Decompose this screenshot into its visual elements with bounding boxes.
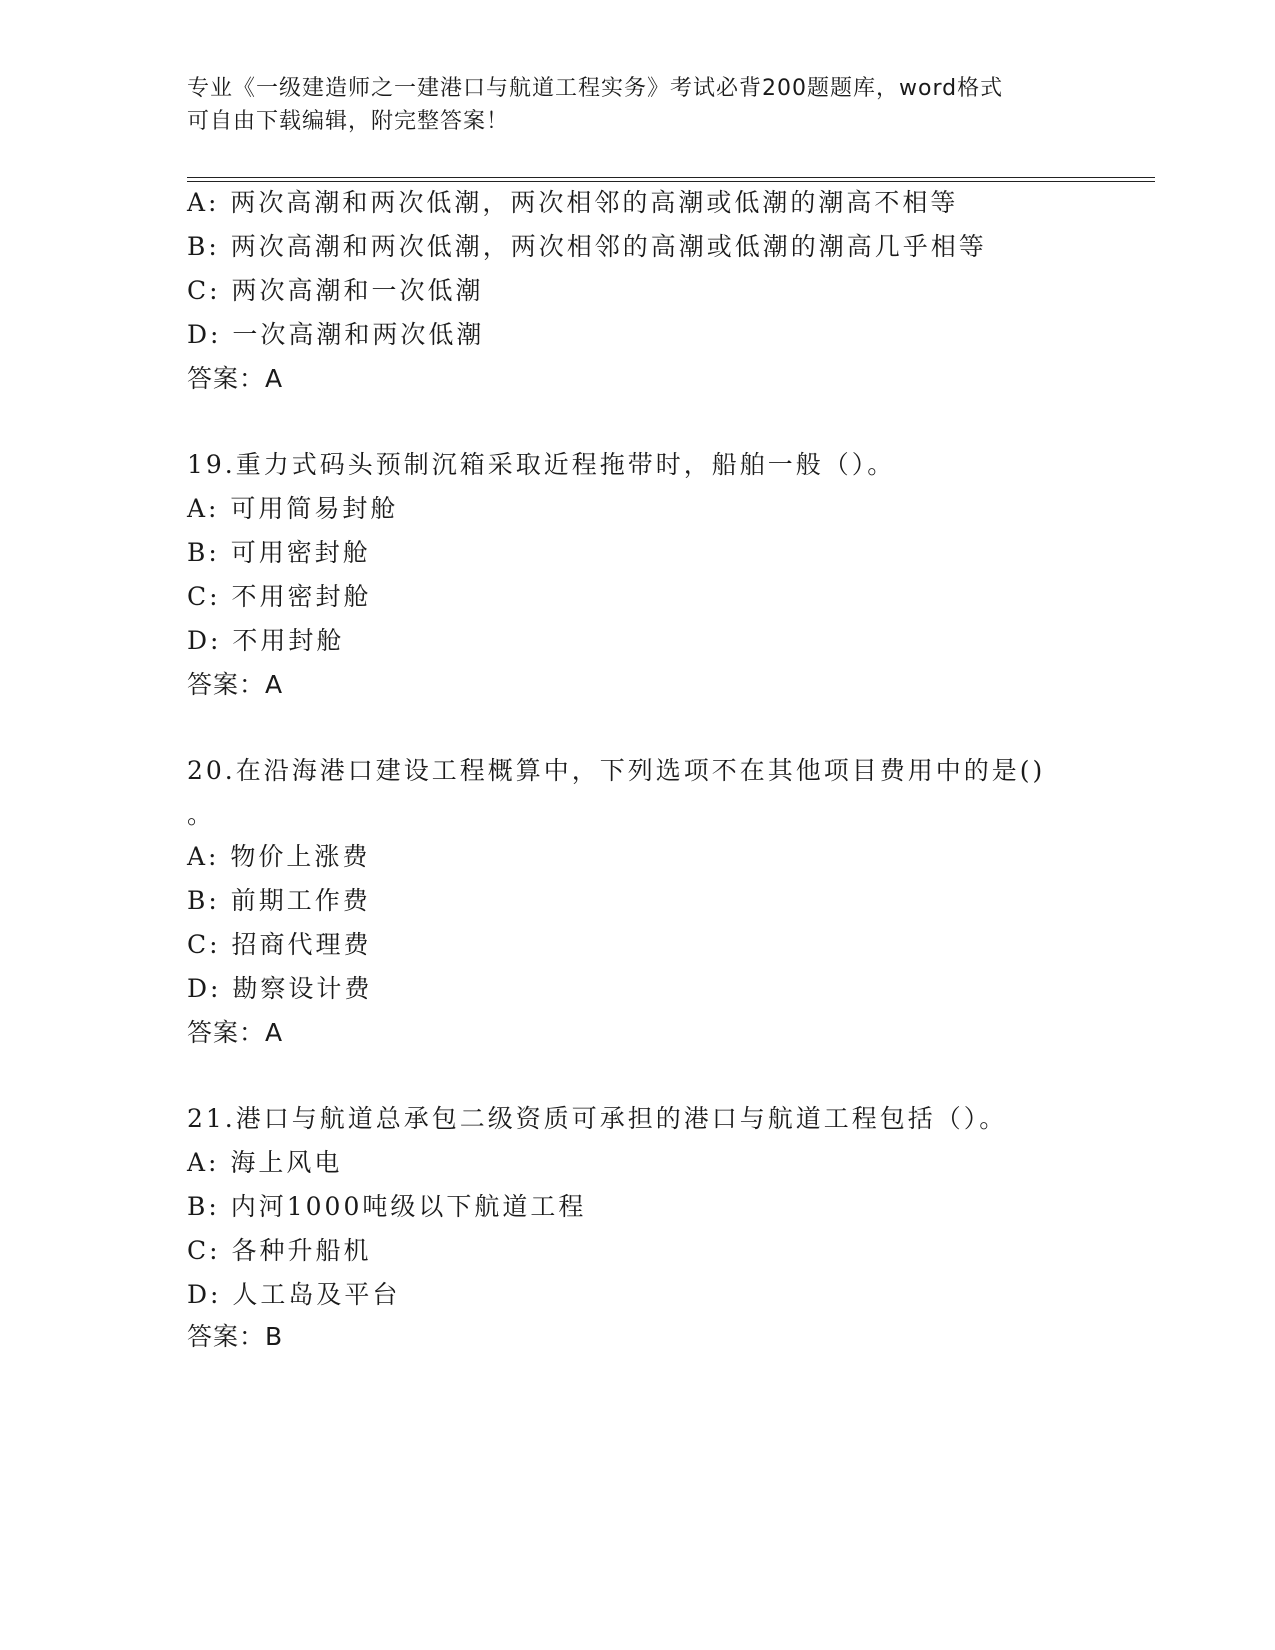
q19-question: 19.重力式码头预制沉箱采取近程拖带时，船舶一般（）。 (187, 450, 896, 479)
q20-question-cont: 。 (187, 800, 216, 829)
q21-option-a: A: 海上风电 (187, 1148, 343, 1177)
q20-question: 20.在沿海港口建设工程概算中，下列选项不在其他项目费用中的是() (187, 756, 1046, 785)
header-title-line1: 专业《一级建造师之一建港口与航道工程实务》考试必背200题题库，word格式 (187, 76, 1004, 101)
q18-answer: 答案：A (187, 364, 284, 393)
q21-option-d: D: 人工岛及平台 (187, 1280, 401, 1309)
q19-option-d: D: 不用封舱 (187, 626, 345, 655)
q18-option-c: C: 两次高潮和一次低潮 (187, 276, 484, 305)
q18-option-a: A: 两次高潮和两次低潮，两次相邻的高潮或低潮的潮高不相等 (187, 188, 959, 217)
q20-option-b: B: 前期工作费 (187, 886, 371, 915)
q19-option-a: A: 可用简易封舱 (187, 494, 399, 523)
q21-answer: 答案：B (187, 1322, 284, 1351)
q21-option-b: B: 内河1000吨级以下航道工程 (187, 1192, 587, 1221)
q21-option-c: C: 各种升船机 (187, 1236, 372, 1265)
q20-option-c: C: 招商代理费 (187, 930, 372, 959)
q18-option-d: D: 一次高潮和两次低潮 (187, 320, 485, 349)
q19-option-c: C: 不用密封舱 (187, 582, 372, 611)
q19-answer: 答案：A (187, 670, 284, 699)
q20-answer: 答案：A (187, 1018, 284, 1047)
header-divider (187, 177, 1155, 182)
document-header (187, 72, 1067, 138)
q21-question: 21.港口与航道总承包二级资质可承担的港口与航道工程包括（）。 (187, 1104, 1008, 1133)
q19-option-b: B: 可用密封舱 (187, 538, 371, 567)
q18-option-b: B: 两次高潮和两次低潮，两次相邻的高潮或低潮的潮高几乎相等 (187, 232, 987, 261)
header-title-line2: 可自由下载编辑，附完整答案！ (187, 109, 510, 134)
q20-option-a: A: 物价上涨费 (187, 842, 371, 871)
q20-option-d: D: 勘察设计费 (187, 974, 373, 1003)
